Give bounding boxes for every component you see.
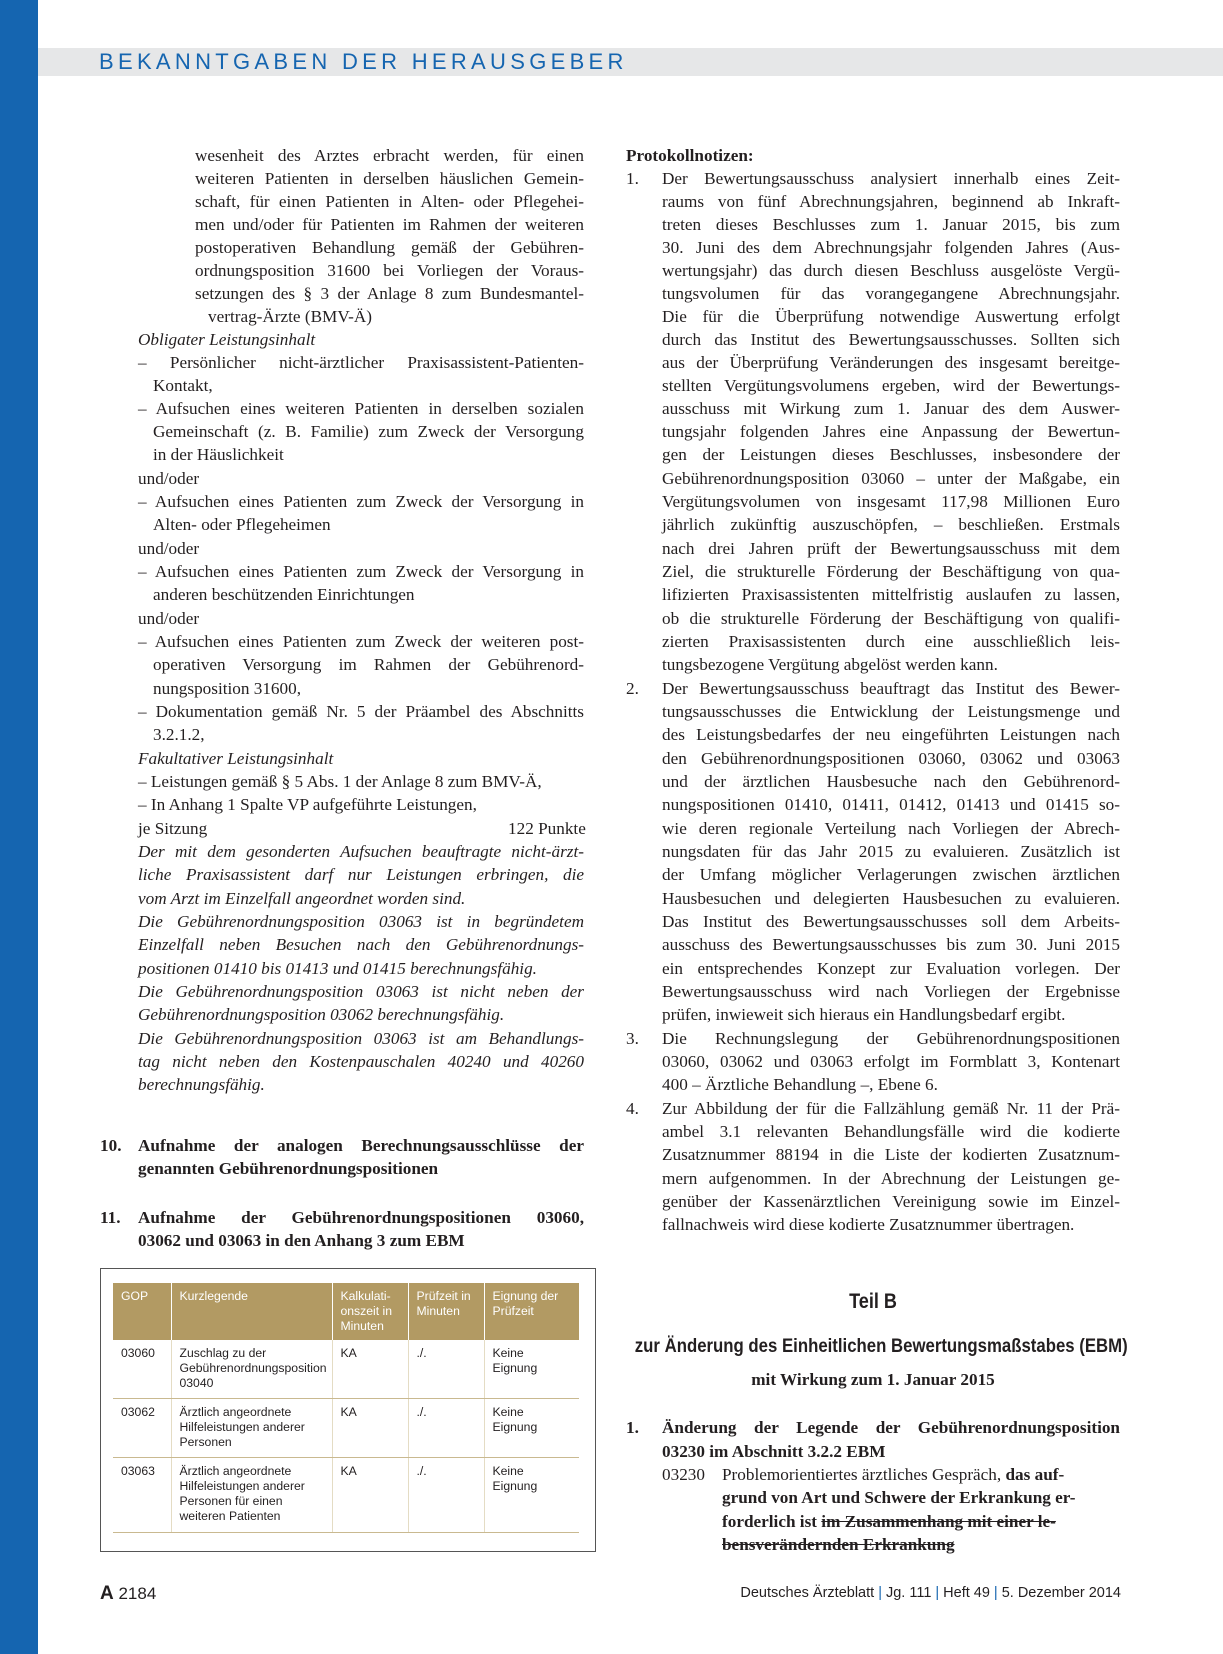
note-line: Bewertungsausschuss wird nach Vorliegen der Ergebnisse [662,982,1120,1001]
note-line: Die Rechnungslegung der Gebührenordnungspositionen [662,1029,1120,1048]
table-row [113,1457,579,1532]
note-line: gen der Leistungen dieses Beschlusses, insbesondere der [662,445,1120,464]
note-line: berechnungsfähig. [138,1075,265,1094]
column-header: Eignung der Prüfzeit [484,1283,579,1340]
note-line: 30. Juni des dem Abrechnungsjahr folgenden Jahres (Aus- [662,238,1120,257]
list-item: – Aufsuchen eines Patienten zum Zweck der weiteren post- [138,632,584,651]
table-cell: Keine Eignung [484,1398,579,1457]
table-cell: Zuschlag zu der Gebührenordnungsposition 03040 [171,1340,332,1398]
note-number: 4. [626,1099,639,1118]
note-line: Einzelfall neben Besuchen nach den Gebührenordnungs- [138,935,584,954]
list-item: anderen beschützenden Einrichtungen [153,585,415,604]
note-line: Ziel, die strukturelle Förderung der Beschäftigung von qua- [662,562,1120,581]
journal-volume: Jg. 111 [885,1585,932,1601]
note-line: durch das Institut des Bewertungsausschusses. Sollten sich [662,330,1120,349]
obligat-heading: Obligater Leistungsinhalt [138,330,316,349]
gop-code: 03230 [662,1465,705,1484]
table-row [113,1398,579,1457]
table-cell: ./. [408,1340,484,1398]
note-line: ob die strukturelle Förderung der Beschäftigung von qualifi- [662,609,1120,628]
table-cell: ./. [408,1457,484,1532]
note-line: tungsbezogene Vergütung abgelöst werden kann. [662,655,998,674]
table-cell: Keine Eignung [484,1340,579,1398]
list-item: – Dokumentation gemäß Nr. 5 der Präambel des Abschnitts [138,702,584,721]
list-item: – Leistungen gemäß § 5 Abs. 1 der Anlage 8 zum BMV-Ä, [138,772,542,791]
item-10-title: genannten Gebührenordnungspositionen [138,1159,439,1178]
note-line: 03060, 03062 und 03063 erfolgt im Formblatt 3, Kontenart [662,1052,1120,1071]
note-line: vom Arzt im Einzelfall angeordnet worden sind. [138,889,466,908]
note-line: 400 – Ärztliche Behandlung –, Ebene 6. [662,1075,938,1094]
sitzung-label: je Sitzung [138,819,208,838]
journal-issue: Heft 49 [943,1585,990,1601]
b-item-title: Änderung der Legende der Gebührenordnungsposition [662,1418,1120,1437]
list-item: – Aufsuchen eines Patienten zum Zweck der Versorgung in [138,492,584,511]
text-line: wesenheit des Arztes erbracht werden, für einen [195,146,584,165]
note-line: der Umfang möglicher Verlagerungen zwischen ärztlichen [662,865,1120,884]
list-item: Gemeinschaft (z. B. Familie) zum Zweck der Versorgung [153,422,584,441]
item-10-number: 10. [100,1136,122,1155]
journal-date: 5. Dezember 2014 [1001,1585,1121,1601]
page-number [100,1583,156,1605]
note-line: mern aufgenommen. In der Abrechnung der Leistungen ge- [662,1169,1120,1188]
note-line: ausschuss des Bewertungsausschusses bis zum 30. Juni 2015 [662,935,1120,954]
list-item: und/oder [138,539,200,558]
item-11-title: Aufnahme der Gebührenordnungspositionen 03060, [138,1208,584,1227]
section-header: BEKANNTGABEN DER HERAUSGEBER [99,49,628,74]
gop-legend-added: das auf- [1005,1465,1065,1484]
note-number: 3. [626,1029,639,1048]
list-item: Alten- oder Pflegeheimen [153,515,331,534]
note-line: nach drei Jahren prüft der Bewertungsausschuss mit dem [662,539,1120,558]
b-item-title: 03230 im Abschnitt 3.2.2 EBM [662,1442,886,1461]
list-item: Kontakt, [153,376,213,395]
gop-legend-added: grund von Art und Schwere der Erkrankung er- [722,1488,1076,1507]
journal-name: Deutsches Ärzteblatt [740,1585,875,1601]
gop-legend-line [722,1510,1056,1533]
item-11-title: 03062 und 03063 in den Anhang 3 zum EBM [138,1231,465,1250]
note-line: treten dieses Beschlusses zum 1. Januar 2015, bis zum [662,215,1120,234]
note-line: und der ärztlichen Hausbesuche nach den Gebührenord- [662,772,1120,791]
protokoll-heading: Protokollnotizen: [626,146,754,165]
note-line: nungspositionen 01410, 01411, 01412, 01413 und 01415 so- [662,795,1120,814]
journal-footer [740,1585,1121,1601]
note-line: ein entsprechendes Konzept zur Evaluation vorlegen. Der [662,959,1120,978]
table-cell: Ärztlich angeordnete Hilfeleistungen anderer Personen [171,1398,332,1457]
note-line: fallnachweis wird diese kodierte Zusatznummer übertragen. [662,1215,1075,1234]
footer-separator: | [878,1585,882,1601]
sitzung-points: 122 Punkte [508,819,586,838]
note-line: Die Gebührenordnungsposition 03063 ist am Behandlungs- [138,1029,584,1048]
teil-b-date: mit Wirkung zum 1. Januar 2015 [751,1370,995,1389]
note-line: Die Gebührenordnungsposition 03063 ist nicht neben der [138,982,584,1001]
note-line: Der mit dem gesonderten Aufsuchen beauftragte nicht-ärzt- [138,842,584,861]
item-11-number: 11. [100,1208,121,1227]
text-line: postoperativen Behandlung gemäß der Gebühren- [195,238,584,257]
note-line: genüber der Kassenärztlichen Vereinigung sowie im Einzel- [662,1192,1120,1211]
note-line: Die Gebührenordnungsposition 03063 ist in begründetem [138,912,584,931]
table-cell: 03060 [113,1340,171,1398]
column-header: Kalkulati- onszeit in Minuten [332,1283,408,1340]
note-line: prüfen, inwieweit sich hieraus ein Handlungsbedarf ergibt. [662,1005,1066,1024]
note-line: tungsjahr folgenden Jahres eine Anpassung der Bewertun- [662,422,1120,441]
page-number-value: 2184 [118,1584,157,1603]
gop-legend-added: forderlich ist [722,1512,817,1531]
note-line: raums von fünf Abrechnungsjahren, beginnend ab Inkraft- [662,192,1120,211]
list-item: – Aufsuchen eines weiteren Patienten in derselben sozialen [138,399,584,418]
gop-legend-plain: Problemorientiertes ärztliches Gespräch, [722,1465,1002,1484]
gop-legend-line [722,1463,1064,1486]
text-line: schaft, für einen Patienten in Alten- oder Pflegehei- [195,192,584,211]
note-line: wie deren regionale Verteilung nach Vorliegen der Abrech- [662,819,1120,838]
note-line: tag nicht neben den Kostenpauschalen 40240 und 40260 [138,1052,584,1071]
text-line: men und/oder für Patienten im Rahmen der weiteren [195,215,584,234]
item-10-title: Aufnahme der analogen Berechnungsausschlüsse der [138,1136,584,1155]
teil-b-title: Teil B [849,1290,897,1313]
note-line: Zur Abbildung der für die Fallzählung gemäß Nr. 11 der Prä- [662,1099,1120,1118]
gop-table [113,1283,579,1533]
teil-b-subtitle: zur Änderung des Einheitlichen Bewertungsmaßstabes (EBM) [634,1335,1128,1357]
column-header: GOP [113,1283,171,1340]
table-cell: KA [332,1398,408,1457]
note-line: Vergütungsvolumen von insgesamt 117,98 Millionen Euro [662,492,1120,511]
note-line: liche Praxisassistent darf nur Leistungen erbringen, die [138,865,584,884]
note-line: tungsausschusses die Entwicklung der Leistungsmenge und [662,702,1120,721]
note-line: positionen 01410 bis 01413 und 01415 berechnungsfähig. [138,959,537,978]
column-header: Kurzlegende [171,1283,332,1340]
table-cell: KA [332,1340,408,1398]
note-number: 1. [626,169,639,188]
fakultativ-heading: Fakultativer Leistungsinhalt [138,749,334,768]
note-line: des Leistungsbedarfes der neu eingeführten Leistungen nach [662,725,1120,744]
note-line: nungsdaten für das Jahr 2015 zu evaluieren. Zusätzlich ist [662,842,1120,861]
list-item: und/oder [138,469,200,488]
list-item: und/oder [138,609,200,628]
text-line: setzungen des § 3 der Anlage 8 zum Bundesmantel- [195,284,584,303]
gop-legend-removed: bensverändernden Erkrankung [722,1535,955,1554]
text-line: vertrag-Ärzte (BMV-Ä) [208,307,373,326]
list-item: – In Anhang 1 Spalte VP aufgeführte Leistungen, [138,795,477,814]
note-number: 2. [626,679,639,698]
note-line: aus der Überprüfung Veränderungen des insgesamt bereitge- [662,353,1120,372]
note-line: den Gebührenordnungspositionen 03060, 03062 und 03063 [662,749,1120,768]
footer-separator: | [935,1585,940,1601]
note-line: Die für die Überprüfung notwendige Auswertung erfolgt [662,307,1120,326]
note-line: Zusatznummer 88194 in die Liste der kodierten Zusatznum- [662,1145,1120,1164]
table-cell: Ärztlich angeordnete Hilfeleistungen anderer Personen für einen weiteren Patienten [171,1457,332,1532]
list-item: operativen Versorgung im Rahmen der Gebührenord- [153,655,584,674]
table-cell: KA [332,1457,408,1532]
blue-margin-bar [0,0,38,1654]
note-line: Hausbesuchen und delegierten Hausbesuchen zu evaluieren. [662,889,1120,908]
list-item: – Persönlicher nicht-ärztlicher Praxisassistent-Patienten- [138,353,584,372]
table-cell: Keine Eignung [484,1457,579,1532]
note-line: jährlich zukünftig auszuschöpfen, – beschließen. Erstmals [662,515,1120,534]
note-line: Gebührenordnungsposition 03062 berechnungsfähig. [138,1005,505,1024]
page-prefix: A [100,1583,114,1604]
table-cell: ./. [408,1398,484,1457]
note-line: Der Bewertungsausschuss beauftragt das Institut des Bewer- [662,679,1120,698]
note-line: Das Institut des Bewertungsausschusses soll dem Arbeits- [662,912,1120,931]
note-line: lifizierten Praxisassistenten mittelfristig auslaufen zu lassen, [662,585,1120,604]
note-line: zierten Praxisassistenten durch eine ausschließlich leis- [662,632,1120,651]
note-line: ausschuss mit Wirkung zum 1. Januar des dem Auswer- [662,399,1120,418]
column-header: Prüfzeit in Minuten [408,1283,484,1340]
list-item: – Aufsuchen eines Patienten zum Zweck der Versorgung in [138,562,584,581]
table-cell: 03063 [113,1457,171,1532]
list-item: in der Häuslichkeit [153,445,284,464]
table-cell: 03062 [113,1398,171,1457]
note-line: stellten Vergütungsvolumens ergeben, wird der Bewertungs- [662,376,1120,395]
table-header-row [113,1283,579,1340]
list-item: nungsposition 31600, [153,679,302,698]
footer-separator: | [993,1585,998,1601]
note-line: tungsvolumen für das vorangegangene Abrechnungsjahr. [662,284,1120,303]
table-row [113,1340,579,1398]
note-line: wertungsjahr) das durch diesen Beschluss ausgelöste Vergü- [662,261,1120,280]
note-line: ambel 3.1 relevanten Behandlungsfälle wird die kodierte [662,1122,1120,1141]
text-line: weiteren Patienten in derselben häuslichen Gemein- [195,169,584,188]
text-line: ordnungsposition 31600 bei Vorliegen der Voraus- [195,261,584,280]
list-item: 3.2.1.2, [153,725,205,744]
b-item-number: 1. [626,1418,639,1437]
note-line: Der Bewertungsausschuss analysiert innerhalb eines Zeit- [662,169,1120,188]
note-line: Gebührenordnungsposition 03060 – unter der Maßgabe, ein [662,469,1120,488]
gop-legend-removed: im Zusammenhang mit einer le- [821,1512,1056,1531]
